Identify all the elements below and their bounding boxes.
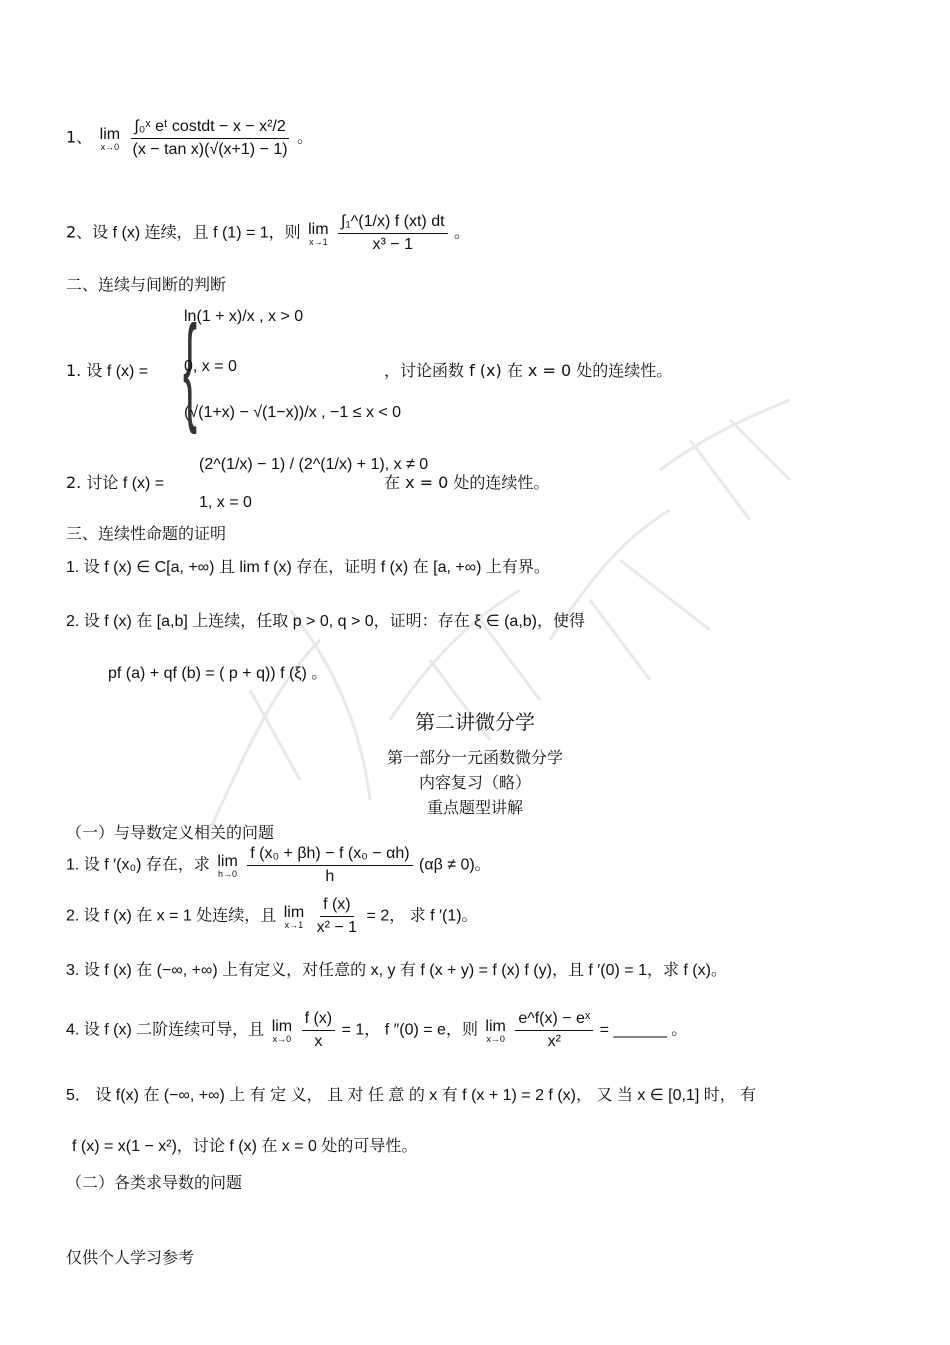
lecture-title: 第二讲微分学 bbox=[415, 710, 535, 734]
numerator: ∫₁^(1/x) f (xt) dt bbox=[338, 213, 448, 234]
section3-question-1: 1. 设 f (x) ∈ C[a, +∞) 且 lim f (x) 存在，证明 f (x) 在 [a, +∞) 上有界。 bbox=[66, 559, 550, 576]
piecewise-case-1: ln(1 + x)/x , x > 0 bbox=[184, 308, 304, 325]
limit-operator: lim x→0 bbox=[485, 1017, 506, 1044]
derivative-question-4: 4. 设 f (x) 二阶连续可导，且 lim x→0 $\frac{f (x)}{x}$ = 1， f ″(0) = e，则 lim x→0 $\frac{\text{e\textasciicircum{}f(x) − eˣ}}{\text{x²}}$ = ______ 。 bbox=[66, 1010, 688, 1050]
limit-operator: lim x→1 bbox=[308, 220, 329, 247]
fraction: $\frac{f (x)}{x}$ bbox=[302, 1010, 336, 1051]
subsection-heading: （二）各类求导数的问题 bbox=[66, 1173, 243, 1192]
fraction bbox=[130, 118, 291, 159]
problem-2-text: f (x) 连续，且 f (1) = 1，则 bbox=[112, 224, 301, 242]
question-tail: ，讨论函数 f (x) 在 x = 0 处的连续性。 bbox=[384, 361, 673, 380]
limit-operator: lim x→0 bbox=[99, 125, 121, 152]
problem-2-label: 2、设 bbox=[66, 222, 109, 242]
left-brace: { bbox=[183, 301, 198, 435]
fraction: $\frac{\text{e\textasciicircum{}f(x) − eˣ}}{\text{x²}}$ bbox=[515, 1010, 593, 1051]
derivative-question-5-line-1: 5． 设 f(x) 在 (−∞, +∞) 上 有 定 义， 且 对 任 意 的 x 有 f (x + 1) = 2 f (x)， 又 当 x ∈ [0,1] 时， 有 bbox=[66, 1087, 757, 1104]
lecture-part: 第一部分一元函数微分学 bbox=[386, 748, 563, 767]
problem-2: 2、设 f (x) 连续，且 f (1) = 1，则 lim x→1 $\frac{\text{∫₁\textasciicircum{}(1/x) f (xt) dt}}{\text{x³ − 1}}$ 。 bbox=[66, 213, 470, 253]
fraction: $\frac{\text{f (x₀ + βh) − f (x₀ − αh)}}{h}$ bbox=[247, 845, 412, 886]
denominator: (x − tan x)(√(x+1) − 1) bbox=[132, 141, 288, 158]
subsection-heading: （一）与导数定义相关的问题 bbox=[66, 823, 275, 842]
piecewise-case-2: 0, x = 0 bbox=[184, 358, 237, 375]
section3-question-2: 2. 设 f (x) 在 [a,b] 上连续，任取 p > 0, q > 0，证明：存在 ξ ∈ (a,b)，使得 bbox=[66, 613, 585, 630]
section3-formula: pf (a) + qf (b) = ( p + q)) f (ξ) 。 bbox=[108, 665, 328, 682]
limit-operator: lim x→1 bbox=[283, 903, 305, 930]
derivative-question-3: 3. 设 f (x) 在 (−∞, +∞) 上有定义，对任意的 x, y 有 f (x + y) = f (x) f (y)，且 f ′(0) = 1，求 f (x)。 bbox=[66, 962, 727, 979]
fraction: $\frac{f (x)}{\text{x² − 1}}$ bbox=[316, 896, 358, 936]
limit-operator: lim h→0 bbox=[217, 852, 238, 879]
question-tail: 在 x = 0 处的连续性。 bbox=[384, 473, 550, 492]
derivative-question-1: 1. 设 f ′(x₀) 存在，求 lim h→0 $\frac{\text{f (x₀ + βh) − f (x₀ − αh)}}{h}$ (αβ ≠ 0)。 bbox=[66, 845, 491, 885]
piecewise-case-3: (√(1+x) − √(1−x))/x , −1 ≤ x < 0 bbox=[184, 404, 402, 421]
limit-operator: lim x→0 bbox=[271, 1017, 293, 1044]
piecewise-case-1: (2^(1/x) − 1) / (2^(1/x) + 1), x ≠ 0 bbox=[199, 456, 429, 473]
denominator: x³ − 1 bbox=[372, 236, 413, 253]
lecture-key: 重点题型讲解 bbox=[426, 798, 523, 817]
derivative-question-2: 2. 设 f (x) 在 x = 1 处连续，且 lim x→1 $\frac{f (x)}{\text{x² − 1}}$ = 2， 求 f ′(1)。 bbox=[66, 896, 478, 936]
footer-note: 仅供个人学习参考 bbox=[66, 1248, 195, 1267]
fraction bbox=[338, 213, 448, 254]
section-heading: 二、连续与间断的判断 bbox=[66, 275, 227, 294]
derivative-question-5-line-2: f (x) = x(1 − x²)，讨论 f (x) 在 x = 0 处的可导性。 bbox=[72, 1138, 418, 1155]
problem-1: 1、 lim x→0 $\frac{\text{∫₀ˣ eᵗ costdt − x − x²/2}}{\text{(x − tan x)(√(x+1) − 1)}}$ 。 bbox=[66, 118, 314, 158]
problem-1-label: 1、 bbox=[66, 127, 93, 147]
section-heading: 三、连续性命题的证明 bbox=[66, 524, 227, 543]
lecture-review: 内容复习（略） bbox=[418, 773, 531, 792]
numerator: ∫₀ˣ eᵗ costdt − x − x²/2 bbox=[131, 118, 288, 139]
piecewise-case-2: 1, x = 0 bbox=[199, 494, 252, 511]
